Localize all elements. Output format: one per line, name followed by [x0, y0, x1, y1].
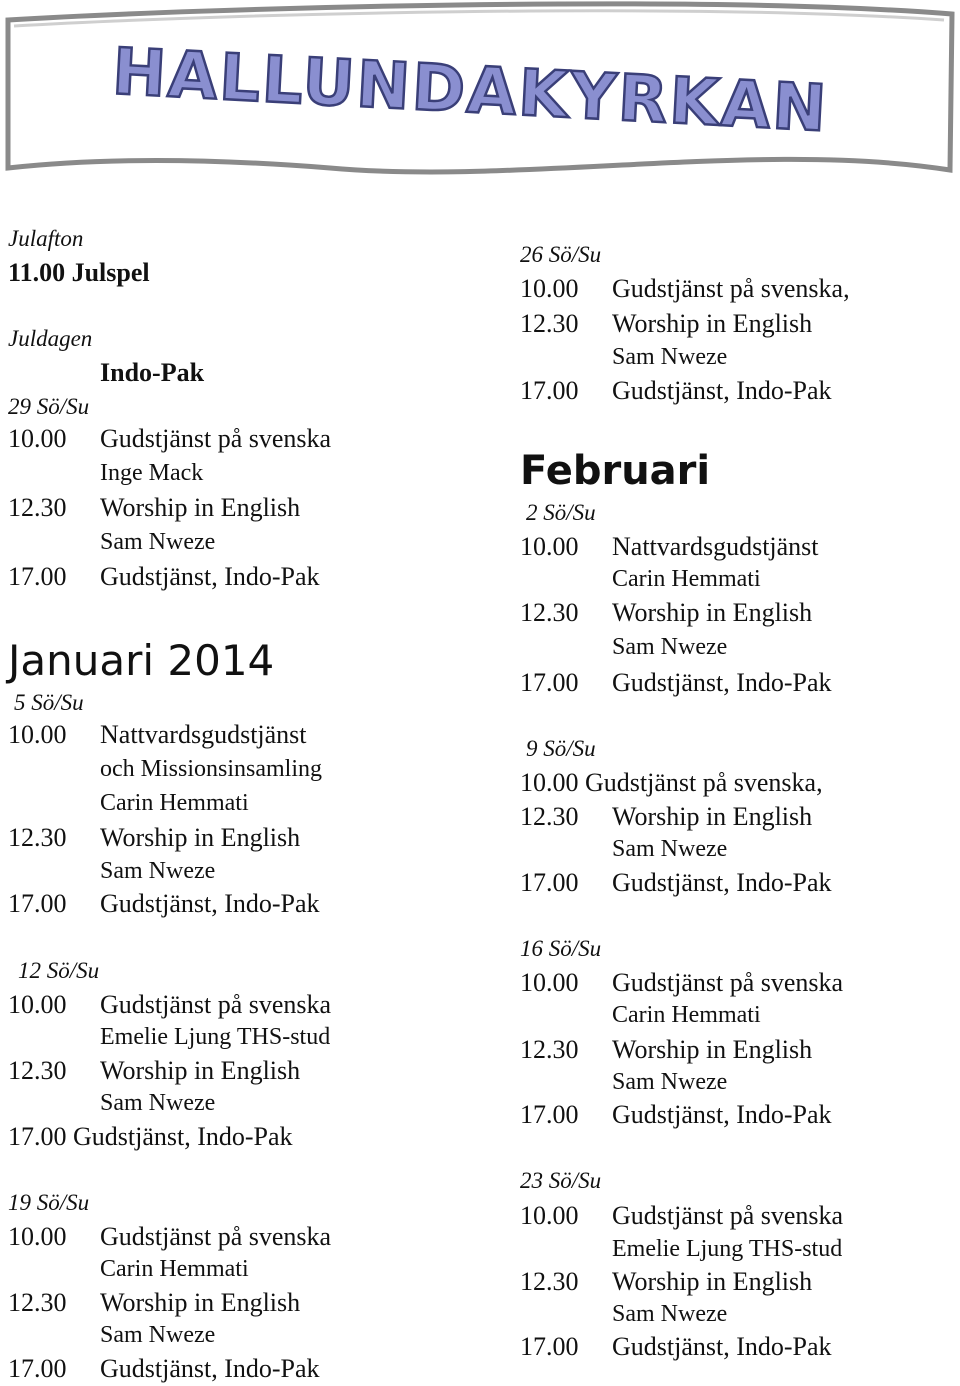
- service-line: 17.00 Gudstjänst, Indo-Pak: [520, 868, 832, 897]
- person-name: Sam Nweze: [612, 1069, 728, 1095]
- service-line: 17.00 Gudstjänst, Indo-Pak: [520, 376, 832, 405]
- right-column: [520, 0, 960, 1386]
- service-line: 12.30 Worship in English: [8, 1288, 301, 1317]
- service-line: 12.30 Worship in English: [8, 493, 301, 522]
- day-heading: 29 Sö/Su: [8, 394, 90, 419]
- service-subtitle: och Missionsinsamling: [100, 756, 323, 782]
- day-heading: 19 Sö/Su: [8, 1190, 90, 1215]
- service-line: 12.30 Worship in English: [520, 802, 813, 831]
- month-heading: Januari 2014: [8, 636, 275, 685]
- service-line: 17.00 Gudstjänst, Indo-Pak: [520, 668, 832, 697]
- person-name: Sam Nweze: [100, 1322, 216, 1348]
- person-name: Sam Nweze: [612, 344, 728, 370]
- person-name: Sam Nweze: [100, 1090, 216, 1116]
- person-name: Emelie Ljung THS-stud: [100, 1024, 331, 1050]
- service-line: 11.00 Julspel: [8, 258, 150, 287]
- service-line: 10.00 Gudstjänst på svenska: [8, 990, 332, 1019]
- service-line: 10.00 Gudstjänst på svenska: [520, 968, 844, 997]
- month-heading: Februari: [520, 448, 711, 494]
- person-name: Carin Hemmati: [100, 790, 249, 816]
- person-name: Carin Hemmati: [612, 566, 761, 592]
- day-heading: Juldagen: [8, 326, 93, 351]
- day-heading: 9 Sö/Su: [526, 736, 596, 761]
- service-line: 17.00 Gudstjänst, Indo-Pak: [8, 889, 320, 918]
- service-line: 12.30 Worship in English: [520, 598, 813, 627]
- person-name: Sam Nweze: [100, 529, 216, 555]
- day-heading: 5 Sö/Su: [14, 690, 84, 715]
- day-heading: Julafton: [8, 226, 84, 251]
- service-line: 10.00 Nattvardsgudstjänst: [8, 720, 307, 749]
- person-name: Emelie Ljung THS-stud: [612, 1236, 843, 1262]
- service-line: 10.00 Nattvardsgudstjänst: [520, 532, 819, 561]
- person-name: Sam Nweze: [612, 836, 728, 862]
- service-line: 10.00 Gudstjänst på svenska: [8, 1222, 332, 1251]
- service-line: 17.00 Gudstjänst, Indo-Pak: [8, 1122, 293, 1151]
- day-heading: 16 Sö/Su: [520, 936, 602, 961]
- person-name: Carin Hemmati: [612, 1002, 761, 1028]
- service-line: 10.00 Gudstjänst på svenska: [520, 1201, 844, 1230]
- day-heading: 23 Sö/Su: [520, 1168, 602, 1193]
- person-name: Sam Nweze: [612, 634, 728, 660]
- service-line: 12.30 Worship in English: [8, 1056, 301, 1085]
- day-heading: 12 Sö/Su: [18, 958, 100, 983]
- service-line: Indo-Pak: [100, 358, 205, 387]
- day-heading: 26 Sö/Su: [520, 242, 602, 267]
- service-line: 12.30 Worship in English: [520, 309, 813, 338]
- service-line: 10.00 Gudstjänst på svenska,: [520, 768, 823, 797]
- service-line: 17.00 Gudstjänst, Indo-Pak: [8, 1354, 320, 1383]
- service-line: 12.30 Worship in English: [520, 1035, 813, 1064]
- service-line: 17.00 Gudstjänst, Indo-Pak: [8, 562, 320, 591]
- logo-text: HALLUNDAKYRKAN: [110, 35, 830, 147]
- service-line: 10.00 Gudstjänst på svenska,: [520, 274, 850, 303]
- service-line: 17.00 Gudstjänst, Indo-Pak: [520, 1100, 832, 1129]
- person-name: Carin Hemmati: [100, 1256, 249, 1282]
- service-line: 12.30 Worship in English: [520, 1267, 813, 1296]
- service-line: 10.00 Gudstjänst på svenska: [8, 424, 332, 453]
- day-heading: 2 Sö/Su: [526, 500, 596, 525]
- service-line: 17.00 Gudstjänst, Indo-Pak: [520, 1332, 832, 1361]
- person-name: Inge Mack: [100, 460, 204, 486]
- service-line: 12.30 Worship in English: [8, 823, 301, 852]
- person-name: Sam Nweze: [612, 1301, 728, 1327]
- person-name: Sam Nweze: [100, 858, 216, 884]
- left-column: [8, 0, 488, 1386]
